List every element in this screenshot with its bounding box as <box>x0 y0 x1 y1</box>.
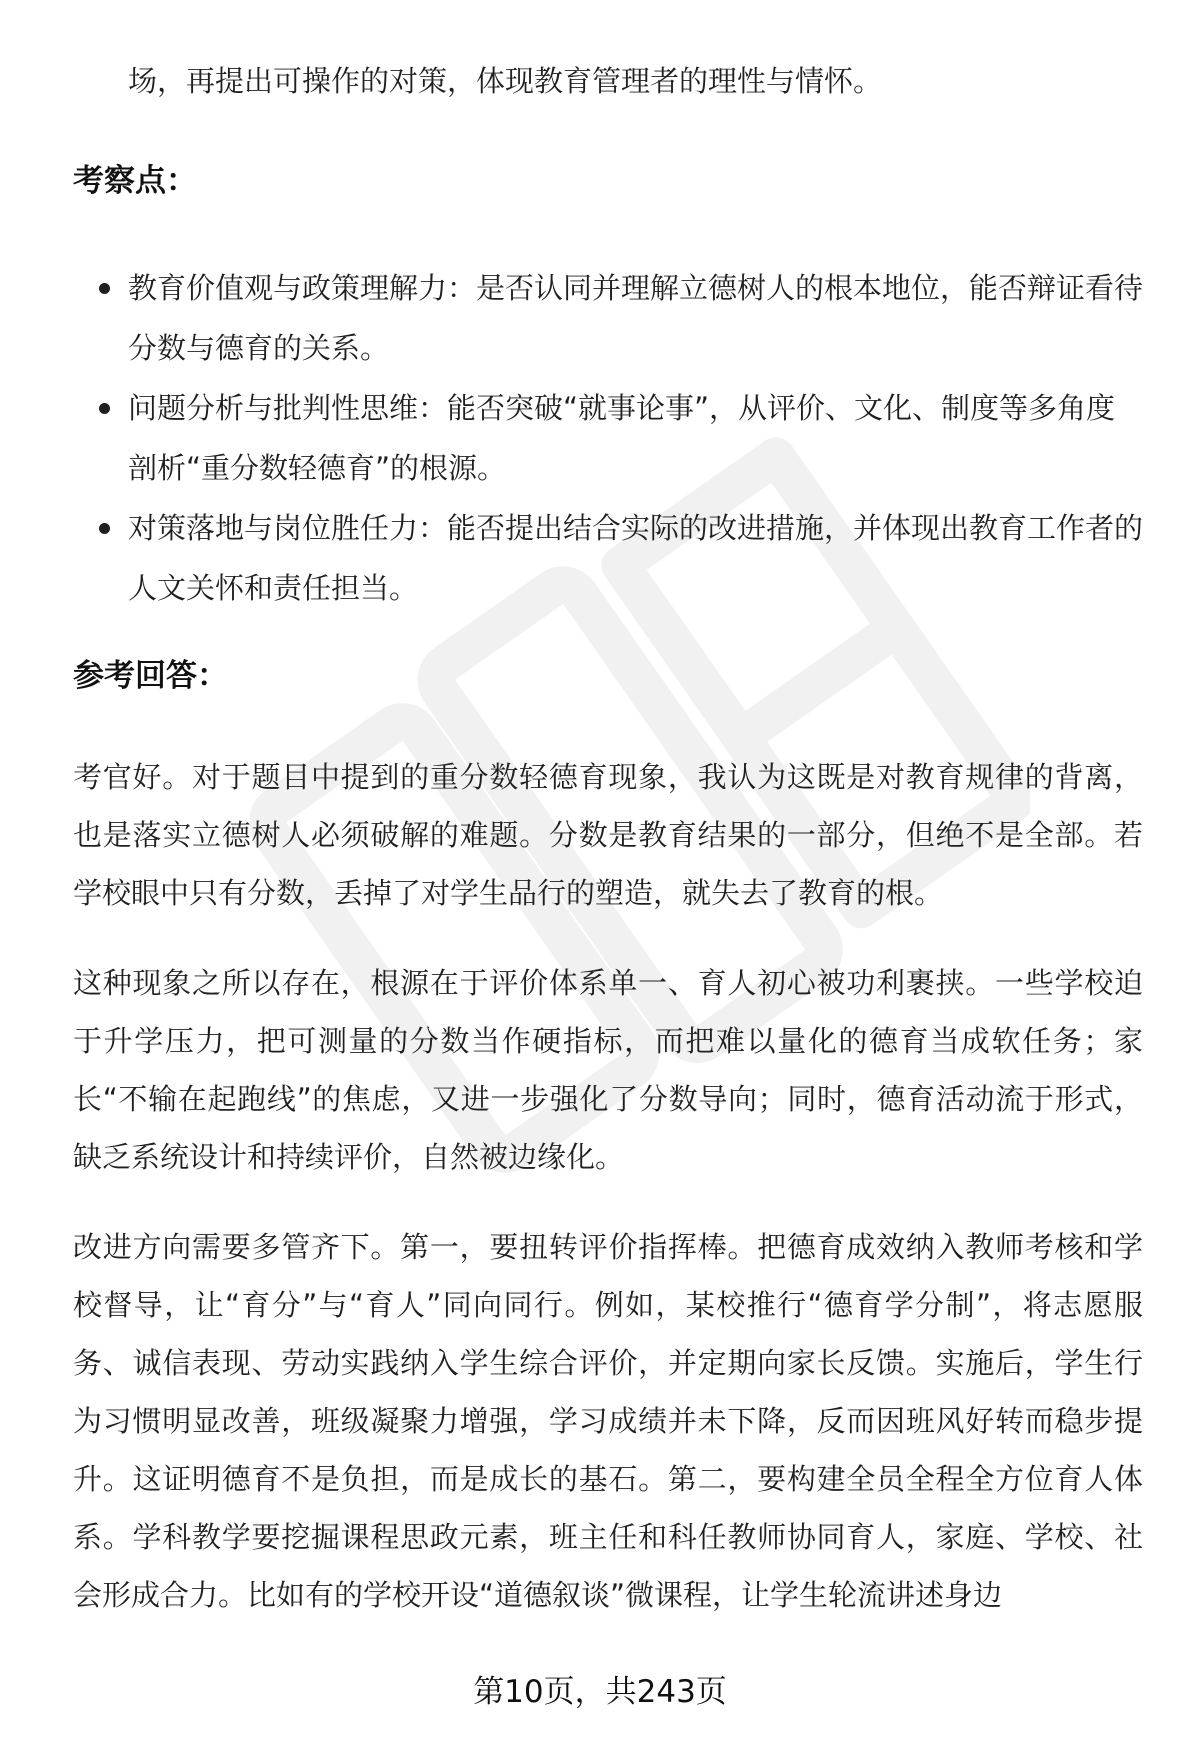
answer-paragraph: 改进方向需要多管齐下。第一，要扭转评价指挥棒。把德育成效纳入教师考核和学校督导，让“育分”与“育人”同向同行。例如，某校推行“德育学分制”，将志愿服务、诚信表现、劳动实践纳入学生综合评价，并定期向家长反馈。实施后，学生行为习惯明显改善，班级凝聚力增强，学习成绩并未下降，反而因班风好转而稳步提升。这证明德育不是负担，而是成长的基石。第二，要构建全员全程全方位育人体系。学科教学要挖掘课程思政元素，班主任和科任教师协同育人，家庭、学校、社会形成合力。比如有的学校开设“道德叙谈”微课程，让学生轮流讲述身边 <box>73 1230 1143 1612</box>
points-list <box>0 258 1200 618</box>
answer-paragraph: 这种现象之所以存在，根源在于评价体系单一、育人初心被功利裹挟。一些学校迫于升学压力，把可测量的分数当作硬指标，而把难以量化的德育当成软任务；家长“不输在起跑线”的焦虑，又进一步强化了分数导向；同时，德育活动流于形式，缺乏系统设计和持续评价，自然被边缘化。 <box>73 966 1143 1174</box>
list-item <box>0 258 1143 378</box>
page-number: 第10页，共243页 <box>473 1674 727 1710</box>
bullet-dot-icon <box>99 283 110 294</box>
list-item <box>0 498 1143 618</box>
section-heading-points: 考察点： <box>73 163 197 199</box>
bullet-dot-icon <box>99 403 110 414</box>
list-item <box>0 378 1143 498</box>
list-item-text: 问题分析与批判性思维：能否突破“就事论事”，从评价、文化、制度等多角度剖析“重分数轻德育”的根源。 <box>128 391 1116 485</box>
list-item-text: 对策落地与岗位胜任力：能否提出结合实际的改进措施，并体现出教育工作者的人文关怀和责任担当。 <box>128 511 1144 605</box>
bullet-dot-icon <box>99 523 110 534</box>
section-heading-answer: 参考回答： <box>73 658 228 694</box>
continuation-line: 场，再提出可操作的对策，体现教育管理者的理性与情怀。 <box>128 64 883 98</box>
list-item-text: 教育价值观与政策理解力：是否认同并理解立德树人的根本地位，能否辩证看待分数与德育的关系。 <box>128 271 1144 365</box>
answer-paragraph: 考官好。对于题目中提到的重分数轻德育现象，我认为这既是对教育规律的背离，也是落实立德树人必须破解的难题。分数是教育结果的一部分，但绝不是全部。若学校眼中只有分数，丢掉了对学生品行的塑造，就失去了教育的根。 <box>73 760 1143 910</box>
